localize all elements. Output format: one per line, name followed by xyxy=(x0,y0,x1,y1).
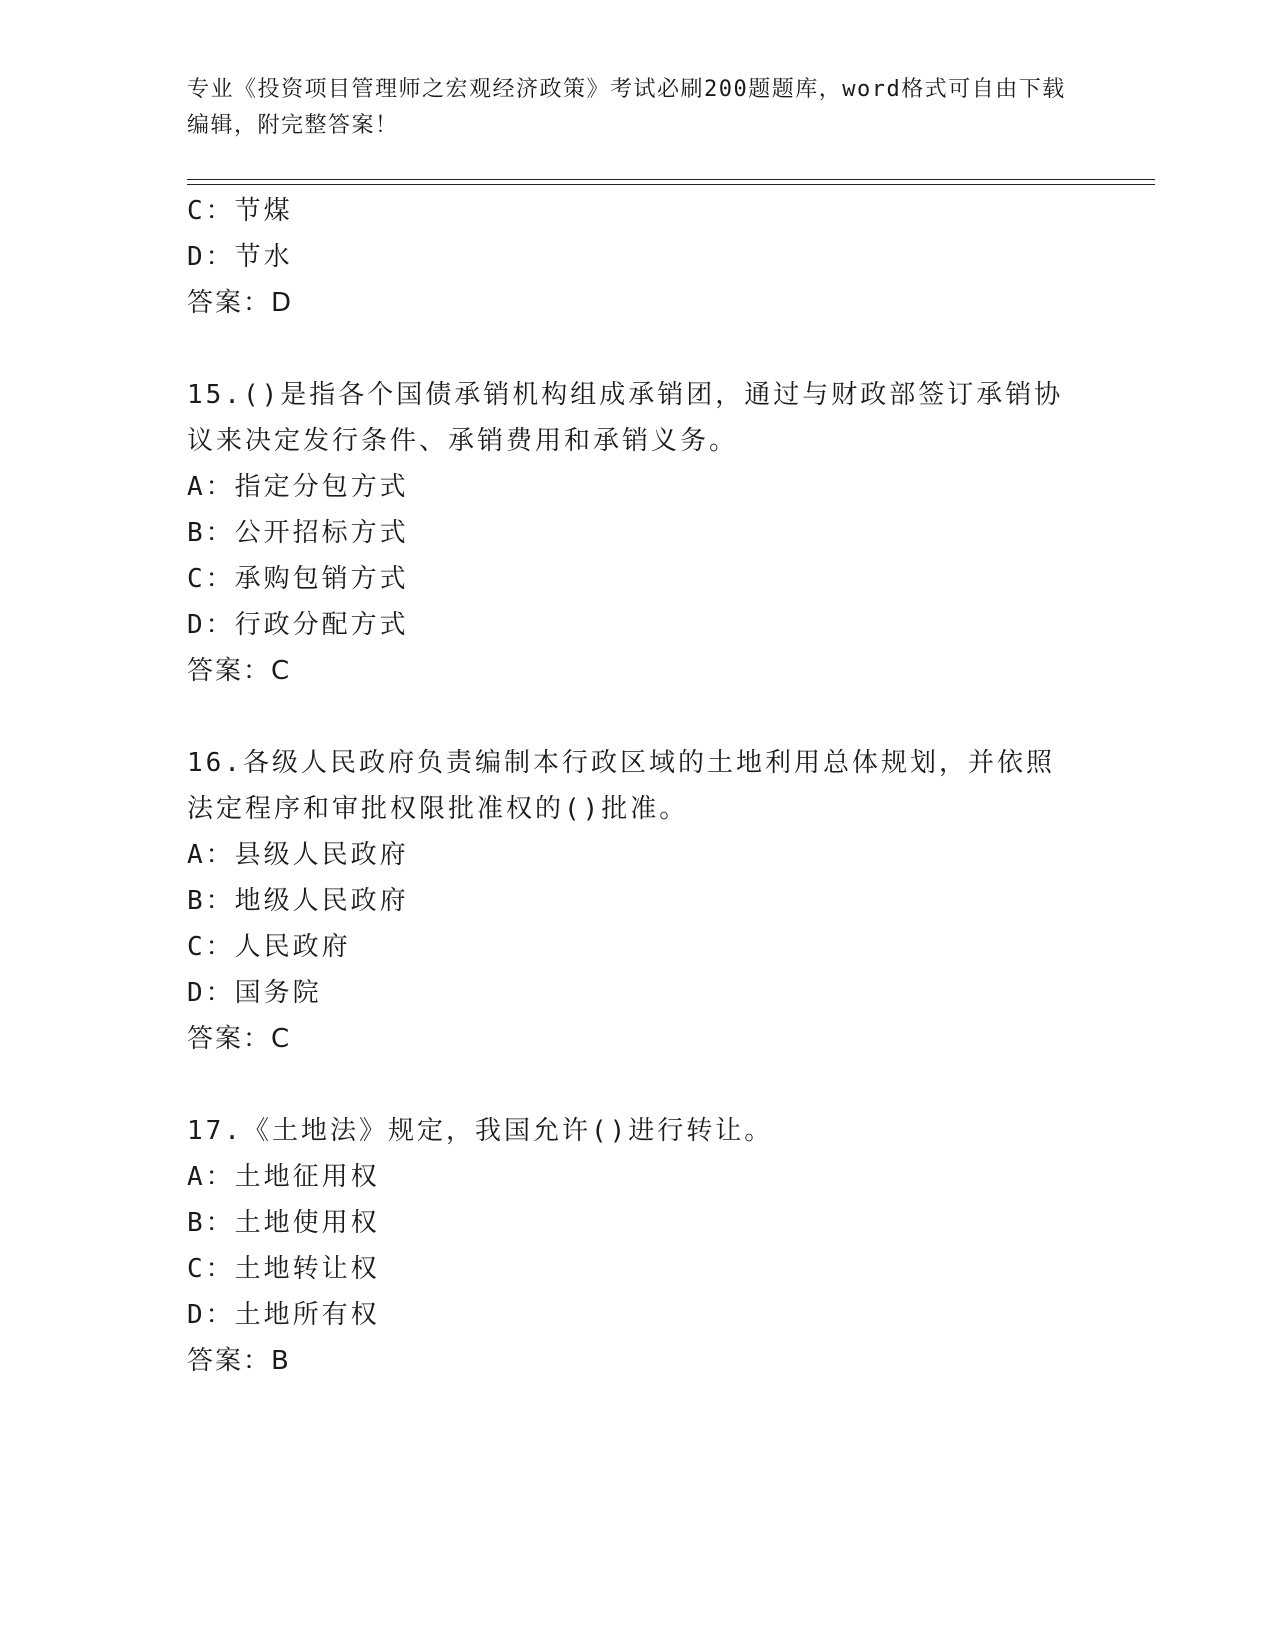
option-c: C：节煤 xyxy=(187,196,293,226)
option-c: C：人民政府 xyxy=(187,932,351,962)
option-d: D：节水 xyxy=(187,242,293,272)
answer-line: 答案：C xyxy=(187,1024,292,1054)
option-a: A：指定分包方式 xyxy=(187,472,409,502)
option-c: C：土地转让权 xyxy=(187,1254,380,1284)
option-c: C：承购包销方式 xyxy=(187,564,409,594)
header-text: 专业《投资项目管理师之宏观经济政策》考试必刷200题题库，word格式可自由下载编辑，附完整答案！ xyxy=(187,77,1066,138)
document-header xyxy=(187,72,1067,144)
answer-line: 答案：D xyxy=(187,288,294,318)
answer-line: 答案：B xyxy=(187,1346,291,1376)
question-17 xyxy=(187,1108,1087,1384)
option-d: D：国务院 xyxy=(187,978,322,1008)
option-a: A：土地征用权 xyxy=(187,1162,380,1192)
option-b: B：地级人民政府 xyxy=(187,886,409,916)
question-stem: 17.《土地法》规定，我国允许()进行转让。 xyxy=(187,1116,774,1146)
header-rule-top xyxy=(187,179,1155,180)
question-stem: 15.()是指各个国债承销机构组成承销团，通过与财政部签订承销协议来决定发行条件、承销费用和承销义务。 xyxy=(187,380,1064,456)
question-list xyxy=(187,188,1087,1384)
spacer xyxy=(187,1062,1087,1108)
option-b: B：土地使用权 xyxy=(187,1208,380,1238)
question-14-continuation xyxy=(187,188,1087,326)
option-a: A：县级人民政府 xyxy=(187,840,409,870)
option-d: D：行政分配方式 xyxy=(187,610,409,640)
option-d: D：土地所有权 xyxy=(187,1300,380,1330)
option-b: B：公开招标方式 xyxy=(187,518,409,548)
question-16 xyxy=(187,740,1087,1062)
spacer xyxy=(187,694,1087,740)
spacer xyxy=(187,326,1087,372)
question-15 xyxy=(187,372,1087,694)
header-rule-bottom xyxy=(187,184,1155,185)
question-stem: 16.各级人民政府负责编制本行政区域的土地利用总体规划，并依照法定程序和审批权限批准权的()批准。 xyxy=(187,748,1055,824)
answer-line: 答案：C xyxy=(187,656,292,686)
